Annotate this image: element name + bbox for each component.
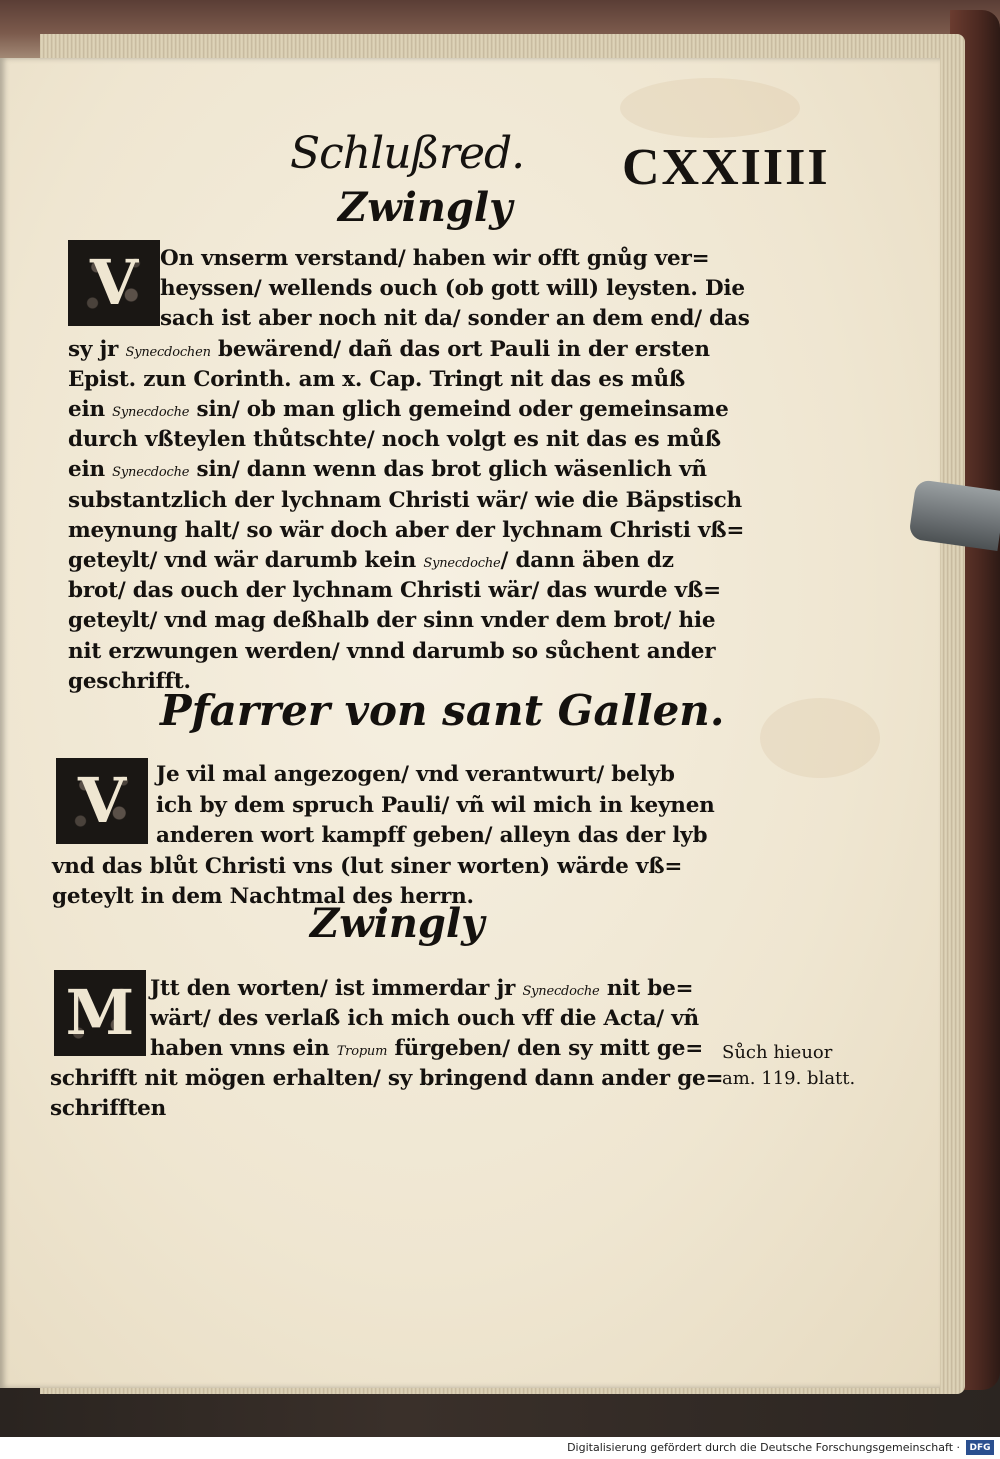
text-line: brot/ das ouch der lychnam Christi wär/ das wurde vß= <box>68 578 721 604</box>
text-run: geteylt/ vnd wär darumb kein <box>68 548 424 573</box>
text-run: nit be= <box>599 976 694 1001</box>
paper-stain <box>620 78 800 138</box>
paper-stain <box>760 698 880 778</box>
dfg-logo: DFG <box>966 1440 994 1455</box>
text-line <box>68 337 710 362</box>
text-line: vnd das blůt Christi vns (lut siner worten) wärde vß= <box>52 853 683 879</box>
text-line <box>150 976 693 1001</box>
text-run: Jtt den worten/ ist immerdar jr <box>150 976 523 1001</box>
text-line <box>68 397 729 422</box>
decorated-initial <box>54 970 146 1056</box>
initial-letter: V <box>89 246 139 319</box>
running-head: Schlußred. <box>290 128 525 179</box>
latin-term: Synecdochen <box>125 344 211 360</box>
decorated-initial <box>68 240 160 326</box>
text-run: bewärend/ dañ das ort Pauli in der ersten <box>210 336 710 362</box>
speaker-heading: Zwingly <box>310 900 485 947</box>
text-line: sach ist aber noch nit da/ sonder an dem end/ das <box>160 306 750 332</box>
text-line: schrifft nit mögen erhalten/ sy bringend dann ander ge= <box>50 1066 724 1091</box>
text-line <box>68 457 707 482</box>
text-run: sy jr <box>68 336 126 362</box>
decorated-initial <box>56 758 148 844</box>
latin-term: Synecdoche <box>112 405 190 420</box>
text-line: geteylt in dem Nachtmal des herrn. <box>52 884 474 909</box>
latin-term: Tropum <box>336 1044 388 1059</box>
speaker-heading: Zwingly <box>338 184 513 231</box>
text-run: / dann äben dz <box>500 548 674 573</box>
initial-letter: V <box>77 764 127 837</box>
text-line: Je vil mal angezogen/ vnd verantwurt/ belyb <box>156 762 675 787</box>
margin-note-line: am. 119. blatt. <box>722 1068 856 1089</box>
initial-letter: M <box>65 976 135 1049</box>
text-line: substantzlich der lychnam Christi wär/ wie die Bäpstisch <box>68 487 742 513</box>
text-run: haben vnns ein <box>150 1036 337 1061</box>
speaker-heading: Pfarrer von sant Gallen. <box>160 686 725 735</box>
margin-note-line: Sůch hieuor <box>722 1042 833 1063</box>
text-run: sin/ ob man glich gemeind oder gemeinsame <box>189 397 729 422</box>
text-line: ich by dem spruch Pauli/ vñ wil mich in keynen <box>156 792 715 818</box>
text-line <box>68 548 674 573</box>
text-line: schrifften <box>50 1096 167 1121</box>
text-line: wärt/ des verlaß ich mich ouch vff die Acta/ vñ <box>150 1006 699 1031</box>
text-run: sin/ dann wenn das brot glich wäsenlich vñ <box>189 457 707 483</box>
latin-term: Synecdoche <box>423 556 501 571</box>
text-run: ein <box>68 457 113 483</box>
metal-clip <box>908 479 1000 551</box>
text-line: meynung halt/ so wär doch aber der lychnam Christi vß= <box>68 517 745 543</box>
text-line: heyssen/ wellends ouch (ob gott will) leysten. Die <box>160 276 745 302</box>
latin-term: Synecdoche <box>522 984 600 999</box>
text-line: geschrifft. <box>68 668 191 694</box>
footer-bar <box>0 1437 1000 1459</box>
latin-term: Synecdoche <box>112 465 190 481</box>
text-run: ein <box>68 397 113 422</box>
text-line: durch vßteylen thůtschte/ noch volgt es nit das es můß <box>68 427 721 453</box>
text-line: On vnserm verstand/ haben wir offt gnůg ver= <box>160 246 710 271</box>
text-line <box>150 1036 703 1061</box>
text-line: nit erzwungen werden/ vnnd darumb so sůchent ander <box>68 638 716 664</box>
text-run: fürgeben/ den sy mitt ge= <box>387 1036 704 1061</box>
margin-note <box>722 1040 855 1092</box>
folio-number: CXXIIII <box>622 139 830 196</box>
text-line: geteylt/ vnd mag deßhalb der sinn vnder dem brot/ hie <box>68 608 716 634</box>
text-line: Epist. zun Corinth. am x. Cap. Tringt nit das es můß <box>68 366 686 392</box>
funding-credit: Digitalisierung gefördert durch die Deutsche Forschungsgemeinschaft · <box>567 1441 960 1454</box>
text-line: anderen wort kampff geben/ alleyn das der lyb <box>156 823 708 848</box>
